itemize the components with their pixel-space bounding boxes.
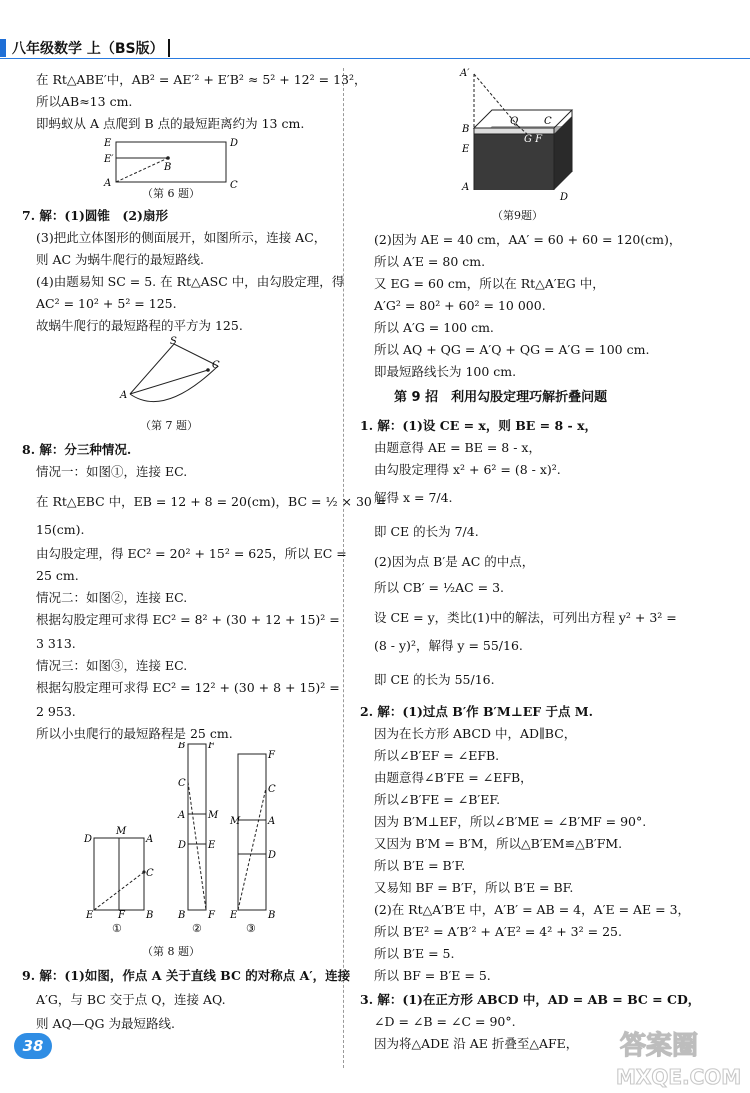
q9-line: 所以 A′G = 100 cm.: [374, 320, 494, 335]
svg-text:E: E: [208, 840, 216, 851]
svg-text:E′: E′: [104, 154, 114, 165]
svg-text:C: C: [146, 868, 154, 879]
s2-line: 所以 B′E² = A′B′² + A′E² = 4² + 3² = 25.: [374, 924, 622, 939]
svg-text:A: A: [120, 390, 128, 401]
column-divider: [343, 68, 344, 1068]
svg-text:A: A: [104, 178, 112, 189]
s2-line-text: 2. 解：(1)过点 B′作 B′M⊥EF 于点 M.: [360, 704, 593, 719]
q8-line: 情况三：如图③，连接 EC.: [36, 658, 188, 673]
q9-line: 所以 AQ + QG = A′Q + QG = A′G = 100 cm.: [374, 342, 650, 357]
svg-text:B: B: [178, 910, 186, 921]
q8-line: 15(cm).: [36, 522, 85, 537]
q9-line: 即最短路线长为 100 cm.: [374, 364, 517, 379]
s2-line: 由题意得∠B′FE = ∠EFB，: [374, 770, 533, 785]
header-title: 八年级数学 上（BS版）: [12, 41, 164, 57]
q8-line: 在 Rt△EBC 中，EB = 12 + 8 = 20(cm)，BC = ½ × 30 =: [36, 494, 387, 509]
q9-line: A′G² = 80² + 60² = 10 000.: [374, 298, 546, 313]
svg-text:Q: Q: [510, 116, 519, 127]
s3-line: [360, 992, 700, 1008]
svg-text:E: E: [104, 138, 112, 149]
figure-9: [456, 66, 596, 206]
s2-line: 所以∠B′EF = ∠EFB.: [374, 748, 500, 763]
s2-line: 又易知 BF = B′F，所以 B′E = BF.: [374, 880, 574, 895]
q9-line: (2)因为 AE = 40 cm，AA′ = 60 + 60 = 120(cm)，: [374, 232, 682, 247]
s1-line: 所以 CB′ = ½AC = 3.: [374, 580, 505, 595]
svg-text:B: B: [146, 910, 154, 921]
svg-text:E: E: [462, 144, 470, 155]
q9-line: 所以 A′E = 80 cm.: [374, 254, 486, 269]
svg-text:MXQE.COM: MXQE.COM: [616, 1065, 742, 1089]
q8-line: 2 953.: [36, 704, 76, 719]
svg-text:G F: G F: [524, 134, 543, 145]
q7-line-text: 7. 解：(1)圆锥 (2)扇形: [22, 208, 168, 223]
svg-text:D: D: [178, 840, 187, 851]
running-header: [0, 38, 170, 58]
s3-line-text: 3. 解：(1)在正方形 ABCD 中，AD = AB = BC = CD，: [360, 992, 701, 1007]
q7-line: [22, 208, 168, 224]
s1-line: [360, 418, 597, 434]
svg-text:F: F: [118, 910, 125, 921]
svg-text:B: B: [164, 162, 172, 173]
svg-text:B: B: [462, 124, 470, 135]
watermark-logo: [600, 1022, 750, 1092]
q8-line: 所以小虫爬行的最短路程是 25 cm.: [36, 726, 233, 741]
svg-text:C: C: [544, 116, 552, 127]
header-rule: [0, 58, 750, 59]
section-title: 第 9 招 利用勾股定理巧解折叠问题: [394, 390, 608, 405]
q8-line: 根据勾股定理可求得 EC² = 8² + (30 + 12 + 15)² =: [36, 612, 340, 627]
q7-line: AC² = 10² + 5² = 125.: [36, 296, 177, 311]
page-number-badge: 38: [14, 1033, 52, 1059]
svg-text:M: M: [230, 816, 241, 827]
svg-text:C: C: [212, 360, 220, 371]
q8-line: 情况一：如图①，连接 EC.: [36, 464, 188, 479]
svg-text:D: D: [268, 850, 277, 861]
s2-line: 所以 B′E = 5.: [374, 946, 455, 961]
q9-line: [22, 968, 350, 984]
s1-line: (2)因为点 B′是 AC 的中点，: [374, 554, 535, 569]
svg-text:M: M: [208, 810, 219, 821]
svg-text:A: A: [146, 834, 154, 845]
figure-8: [78, 742, 288, 938]
q7-line: (4)由题易知 SC = 5. 在 Rt△ASC 中，由勾股定理，得: [36, 274, 345, 289]
q9-line: 又 EG = 60 cm，所以在 Rt△A′EG 中，: [374, 276, 605, 291]
svg-text:F: F: [268, 750, 275, 761]
q8-line: 情况二：如图②，连接 EC.: [36, 590, 188, 605]
s2-line: 所以 BF = B′E = 5.: [374, 968, 491, 983]
text-line: 所以AB≈13 cm.: [36, 94, 133, 109]
svg-text:A′: A′: [460, 68, 470, 79]
svg-text:C: C: [178, 778, 186, 789]
s1-line: 即 CE 的长为 7/4.: [374, 524, 479, 539]
s2-line: 因为 B′M⊥EF，所以∠B′ME = ∠B′MF = 90°.: [374, 814, 647, 829]
svg-text:A: A: [268, 816, 276, 827]
s1-line: (8 - y)²，解得 y = 55/16.: [374, 638, 523, 653]
svg-text:A: A: [462, 182, 470, 193]
figure-8-caption: （第 8 题）: [142, 945, 200, 958]
q9-line: A′G，与 BC 交于点 Q，连接 AQ.: [36, 992, 226, 1007]
s2-line: 又因为 B′M = B′M，所以△B′EM≌△B′FM.: [374, 836, 623, 851]
figure-7: [112, 336, 242, 416]
s1-line-text: 1. 解：(1)设 CE = x，则 BE = 8 - x，: [360, 418, 598, 433]
svg-text:S: S: [170, 336, 177, 347]
s3-line: 因为将△ADE 沿 AE 折叠至△AFE，: [374, 1036, 579, 1051]
s2-line: [360, 704, 593, 720]
q7-line: 则 AC 为蜗牛爬行的最短路线.: [36, 252, 205, 267]
svg-text:答案圈: 答案圈: [620, 1031, 699, 1061]
svg-text:F: F: [208, 742, 215, 751]
s2-line: 所以 B′E = B′F.: [374, 858, 466, 873]
svg-text:F: F: [208, 910, 215, 921]
s1-line: 即 CE 的长为 55/16.: [374, 672, 495, 687]
s1-line: 解得 x = 7/4.: [374, 490, 453, 505]
q7-line: 故蜗牛爬行的最短路程的平方为 125.: [36, 318, 243, 333]
fig8-label-1: ①: [112, 922, 122, 935]
s2-line: 因为在长方形 ABCD 中，AD∥BC，: [374, 726, 577, 741]
q8-line: [22, 442, 131, 458]
figure-7-caption: （第 7 题）: [140, 419, 198, 432]
q8-line: 根据勾股定理可求得 EC² = 12² + (30 + 8 + 15)² =: [36, 680, 340, 695]
svg-text:C: C: [230, 180, 238, 191]
q8-line: 由勾股定理，得 EC² = 20² + 15² = 625，所以 EC =: [36, 546, 347, 561]
fig8-label-2: ②: [192, 922, 202, 935]
fig8-label-3: ③: [246, 922, 256, 935]
s1-line: 由题意得 AE = BE = 8 - x，: [374, 440, 541, 455]
q8-line-text: 8. 解：分三种情况.: [22, 442, 132, 457]
figure-6-caption: （第 6 题）: [142, 187, 200, 200]
svg-text:D: D: [84, 834, 93, 845]
text-line: 即蚂蚁从 A 点爬到 B 点的最短距离约为 13 cm.: [36, 116, 305, 131]
svg-text:B: B: [268, 910, 276, 921]
q8-line: 3 313.: [36, 636, 76, 651]
svg-text:A: A: [178, 810, 186, 821]
svg-text:D: D: [230, 138, 239, 149]
svg-text:E: E: [230, 910, 238, 921]
svg-text:E: E: [86, 910, 94, 921]
svg-text:D: D: [560, 192, 569, 203]
svg-text:B: B: [178, 742, 186, 751]
svg-text:M: M: [116, 826, 127, 837]
q9-line-text: 9. 解：(1)如图，作点 A 关于直线 BC 的对称点 A′，连接: [22, 968, 351, 983]
q8-line: 25 cm.: [36, 568, 79, 583]
s3-line: ∠D = ∠B = ∠C = 90°.: [374, 1014, 516, 1029]
q9-line: 则 AQ—QG 为最短路线.: [36, 1016, 175, 1031]
q7-line: (3)把此立体图形的侧面展开，如图所示，连接 AC，: [36, 230, 327, 245]
s1-line: 由勾股定理得 x² + 6² = (8 - x)².: [374, 462, 561, 477]
svg-text:C: C: [268, 784, 276, 795]
s2-line: 所以∠B′FE = ∠B′EF.: [374, 792, 501, 807]
header-end-mark: [168, 39, 170, 57]
text-line: 在 Rt△ABE′中，AB² = AE′² + E′B² ≈ 5² + 12² = 13²，: [36, 72, 367, 87]
figure-9-caption: （第9题）: [492, 209, 543, 222]
s1-line: 设 CE = y，类比(1)中的解法，可列出方程 y² + 3² =: [374, 610, 677, 625]
header-accent-bar: [0, 39, 6, 57]
s2-line: (2)在 Rt△A′B′E 中，A′B′ = AB = 4，A′E = AE = 3，: [374, 902, 691, 917]
